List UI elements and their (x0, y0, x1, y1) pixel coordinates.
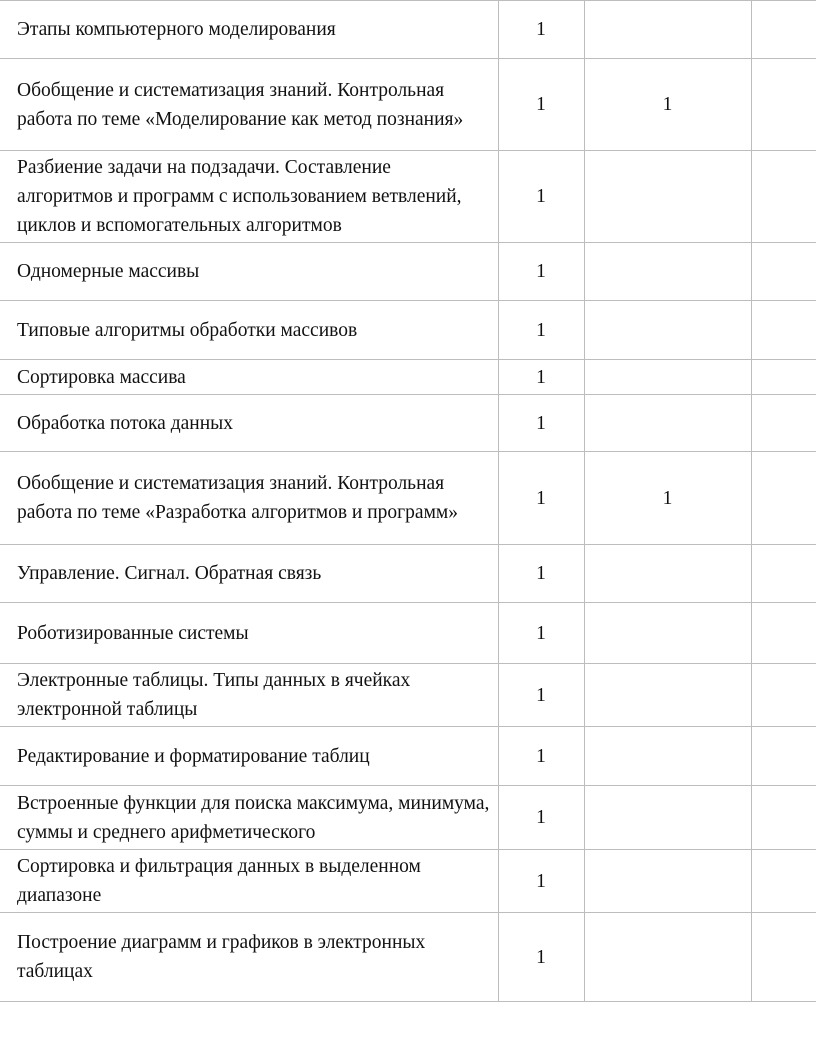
topic-cell: Управление. Сигнал. Обратная связь (0, 545, 498, 603)
table-row (0, 664, 816, 727)
control-work-cell (584, 603, 751, 664)
topic-cell: Сортировка массива (0, 360, 498, 395)
hours-cell: 1 (498, 360, 584, 395)
hours-cell: 1 (498, 786, 584, 850)
control-work-cell (584, 913, 751, 1002)
extra-cell (751, 727, 816, 786)
extra-cell (751, 786, 816, 850)
hours-cell: 1 (498, 1, 584, 59)
control-work-cell (584, 664, 751, 727)
extra-cell (751, 664, 816, 727)
table-row (0, 727, 816, 786)
extra-cell (751, 151, 816, 243)
table-row (0, 243, 816, 301)
table-row (0, 545, 816, 603)
hours-cell: 1 (498, 395, 584, 452)
topic-cell: Встроенные функции для поиска максимума, минимума, суммы и среднего арифметического (0, 786, 498, 850)
extra-cell (751, 1, 816, 59)
control-work-cell (584, 850, 751, 913)
control-work-cell (584, 395, 751, 452)
extra-cell (751, 243, 816, 301)
hours-cell: 1 (498, 243, 584, 301)
extra-cell (751, 603, 816, 664)
topic-cell: Построение диаграмм и графиков в электронных таблицах (0, 913, 498, 1002)
control-work-cell (584, 1, 751, 59)
extra-cell (751, 59, 816, 151)
table-row (0, 395, 816, 452)
control-work-cell: 1 (584, 452, 751, 545)
control-work-cell (584, 360, 751, 395)
table-row (0, 913, 816, 1002)
table-row (0, 1, 816, 59)
hours-cell: 1 (498, 59, 584, 151)
control-work-cell (584, 301, 751, 360)
topic-cell: Этапы компьютерного моделирования (0, 1, 498, 59)
table-row (0, 301, 816, 360)
hours-cell: 1 (498, 850, 584, 913)
table-body (0, 1, 816, 1002)
table-row (0, 850, 816, 913)
topic-cell: Обработка потока данных (0, 395, 498, 452)
control-work-cell (584, 727, 751, 786)
control-work-cell (584, 786, 751, 850)
hours-cell: 1 (498, 301, 584, 360)
extra-cell (751, 395, 816, 452)
topic-cell: Типовые алгоритмы обработки массивов (0, 301, 498, 360)
hours-cell: 1 (498, 727, 584, 786)
table-row (0, 603, 816, 664)
table-row (0, 151, 816, 243)
topic-cell: Сортировка и фильтрация данных в выделенном диапазоне (0, 850, 498, 913)
hours-cell: 1 (498, 151, 584, 243)
table-row (0, 786, 816, 850)
hours-cell: 1 (498, 913, 584, 1002)
topic-cell: Электронные таблицы. Типы данных в ячейках электронной таблицы (0, 664, 498, 727)
hours-cell: 1 (498, 603, 584, 664)
hours-cell: 1 (498, 452, 584, 545)
table-row (0, 452, 816, 545)
topic-cell: Обобщение и систематизация знаний. Контрольная работа по теме «Моделирование как метод познания» (0, 59, 498, 151)
control-work-cell (584, 243, 751, 301)
table-row (0, 59, 816, 151)
topic-cell: Роботизированные системы (0, 603, 498, 664)
topic-cell: Одномерные массивы (0, 243, 498, 301)
extra-cell (751, 360, 816, 395)
extra-cell (751, 452, 816, 545)
table-row (0, 360, 816, 395)
extra-cell (751, 301, 816, 360)
topic-cell: Обобщение и систематизация знаний. Контрольная работа по теме «Разработка алгоритмов и программ» (0, 452, 498, 545)
topic-cell: Редактирование и форматирование таблиц (0, 727, 498, 786)
hours-cell: 1 (498, 664, 584, 727)
hours-cell: 1 (498, 545, 584, 603)
extra-cell (751, 545, 816, 603)
extra-cell (751, 850, 816, 913)
control-work-cell (584, 545, 751, 603)
control-work-cell (584, 151, 751, 243)
control-work-cell: 1 (584, 59, 751, 151)
extra-cell (751, 913, 816, 1002)
topic-cell: Разбиение задачи на подзадачи. Составление алгоритмов и программ с использованием ветвлений, циклов и вспомогательных алгоритмов (0, 151, 498, 243)
